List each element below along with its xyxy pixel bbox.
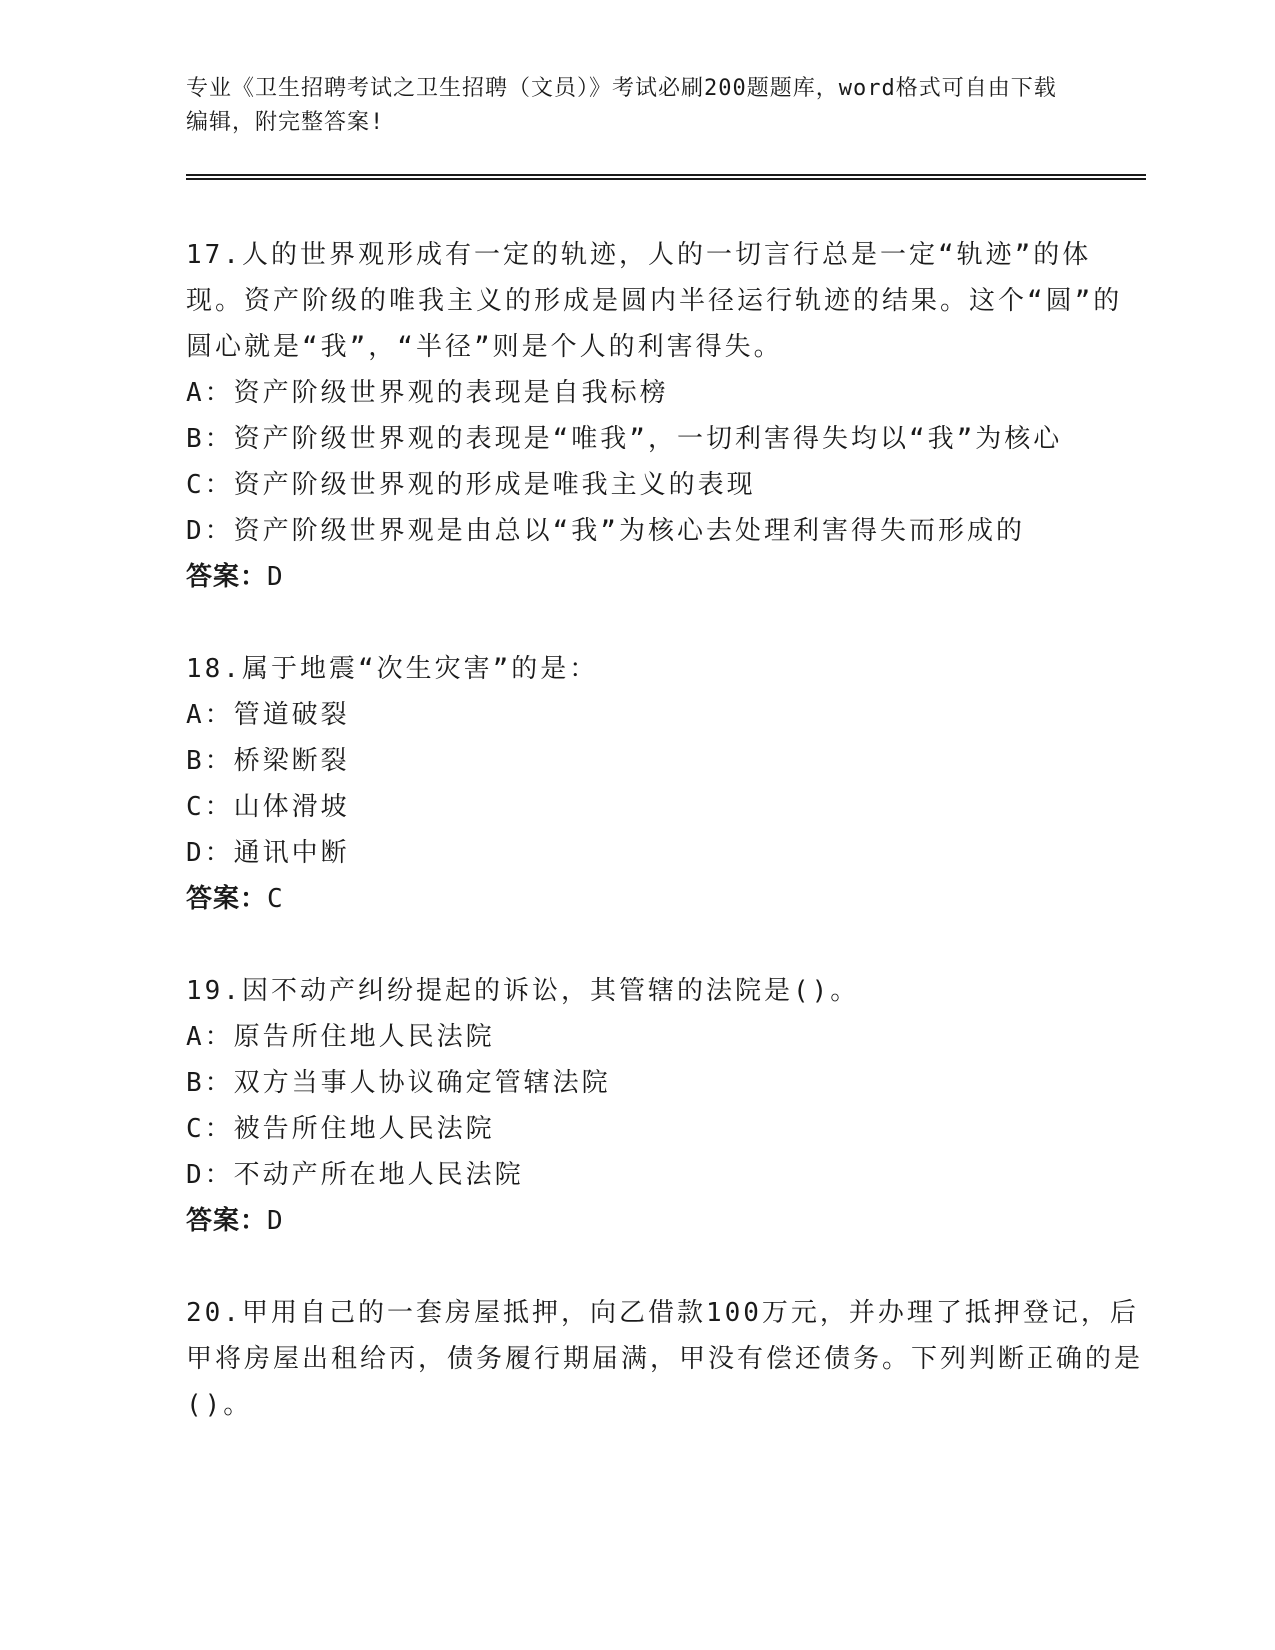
answer-value: D (267, 562, 284, 592)
answer-value: C (267, 884, 284, 914)
option-b: B：资产阶级世界观的表现是“唯我”，一切利害得失均以“我”为核心 (186, 424, 1063, 454)
question-17 (186, 232, 1146, 600)
question-19 (186, 968, 1146, 1244)
option-c: C：山体滑坡 (186, 792, 350, 822)
document-page (186, 72, 1146, 1428)
question-stem: 17.人的世界观形成有一定的轨迹，人的一切言行总是一定“轨迹”的体现。资产阶级的唯我主义的形成是圆内半径运行轨迹的结果。这个“圆”的圆心就是“我”，“半径”则是个人的利害得失。 (186, 240, 1123, 362)
answer-label: 答案： (186, 884, 268, 914)
answer-label: 答案： (186, 562, 268, 592)
option-a: A：资产阶级世界观的表现是自我标榜 (186, 378, 669, 408)
question-18 (186, 646, 1146, 922)
answer-line (186, 554, 1146, 600)
question-stem: 18.属于地震“次生灾害”的是： (186, 654, 599, 684)
question-20 (186, 1290, 1146, 1428)
option-d: D：不动产所在地人民法院 (186, 1160, 524, 1190)
option-d: D：资产阶级世界观是由总以“我”为核心去处理利害得失而形成的 (186, 516, 1025, 546)
option-a: A：管道破裂 (186, 700, 350, 730)
option-d: D：通讯中断 (186, 838, 350, 868)
option-b: B：双方当事人协议确定管辖法院 (186, 1068, 611, 1098)
answer-line (186, 1198, 1146, 1244)
option-b: B：桥梁断裂 (186, 746, 350, 776)
answer-value: D (267, 1206, 284, 1236)
answer-label: 答案： (186, 1206, 268, 1236)
document-header: 专业《卫生招聘考试之卫生招聘（文员）》考试必刷200题题库，word格式可自由下载编辑，附完整答案! (186, 76, 1057, 135)
option-a: A：原告所住地人民法院 (186, 1022, 495, 1052)
question-stem: 19.因不动产纠纷提起的诉讼，其管辖的法院是()。 (186, 976, 860, 1006)
question-stem: 20.甲用自己的一套房屋抵押，向乙借款100万元，并办理了抵押登记，后甲将房屋出租给丙，债务履行期届满，甲没有偿还债务。下列判断正确的是()。 (186, 1298, 1144, 1420)
option-c: C：被告所住地人民法院 (186, 1114, 495, 1144)
answer-line (186, 876, 1146, 922)
option-c: C：资产阶级世界观的形成是唯我主义的表现 (186, 470, 756, 500)
header-divider (186, 174, 1146, 180)
